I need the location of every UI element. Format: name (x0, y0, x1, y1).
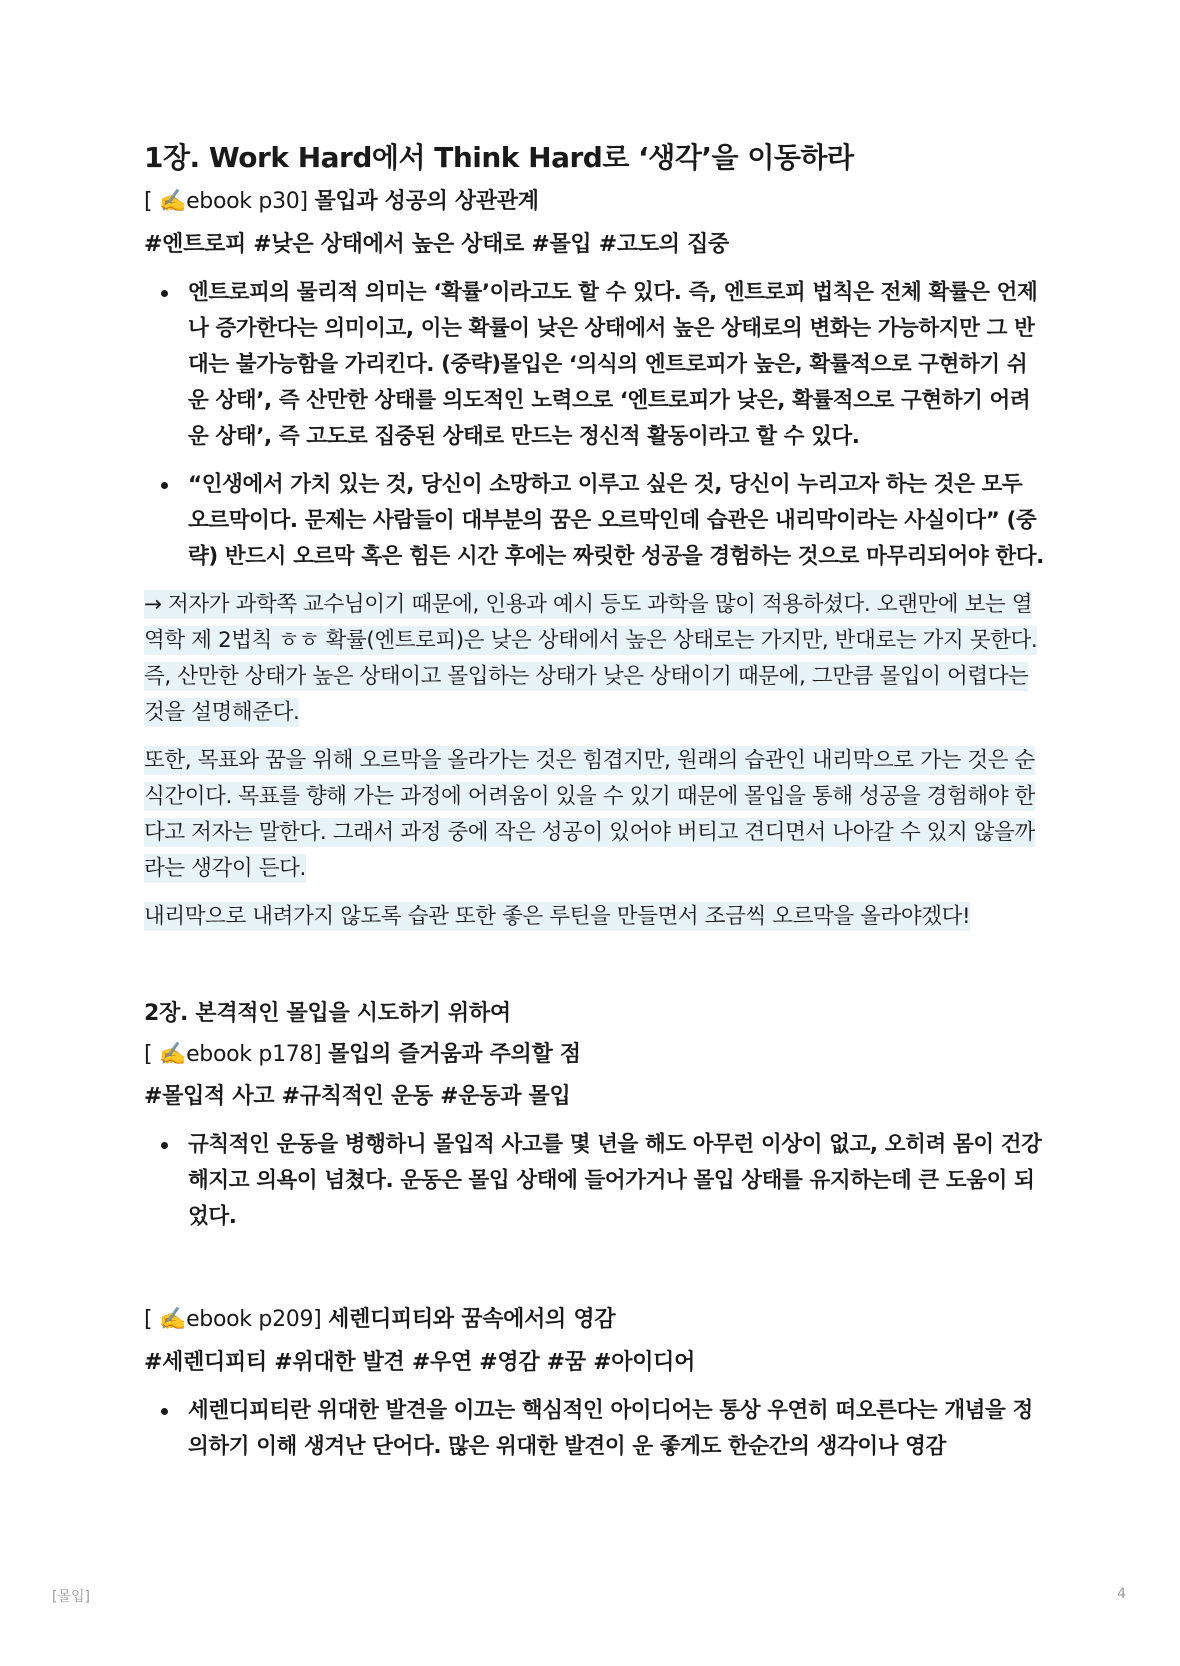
reference-topic: 몰입의 즐거움과 주의할 점 (328, 1041, 581, 1067)
reflection-note (144, 587, 1044, 731)
reference-topic: 몰입과 성공의 상관관계 (314, 189, 539, 215)
ebook-reference (144, 187, 1044, 218)
ebook-reference (144, 1305, 1044, 1336)
quote-item: 규칙적인 운동을 병행하니 몰입적 사고를 몇 년을 해도 아무런 이상이 없고, 오히려 몸이 건강해지고 의욕이 넘쳤다. 운동은 몰입 상태에 들어가거나 몰입 상태를 유지하는데 큰 도움이 되었다. (188, 1127, 1044, 1235)
footer-document-title: [몰입] (52, 1589, 90, 1605)
reference-topic: 세렌디피티와 꿈속에서의 영감 (328, 1307, 616, 1333)
hashtags: #몰입적 사고 #규칙적인 운동 #운동과 몰입 (144, 1084, 571, 1110)
quote-list (144, 1127, 1044, 1235)
quote-item: “인생에서 가치 있는 것, 당신이 소망하고 이루고 싶은 것, 당신이 누리고자 하는 것은 모두 오르막이다. 문제는 사람들이 대부분의 꿈은 오르막인데 습관은 내리막이라는 사실이다” (중략) 반드시 오르막 혹은 힘든 시간 후에는 짜릿한 성공을 경험하는 것으로 마무리되어야 한다. (188, 467, 1044, 575)
quote-list (144, 275, 1044, 575)
reflection-note (144, 743, 1044, 887)
quote-item: 세렌디피티란 위대한 발견을 이끄는 핵심적인 아이디어는 통상 우연히 떠오른다는 개념을 정의하기 이해 생겨난 단어다. 많은 위대한 발견이 운 좋게도 한순간의 생각이나 영감 (188, 1393, 1044, 1465)
quote-item: 엔트로피의 물리적 의미는 ‘확률’이라고도 할 수 있다. 즉, 엔트로피 법칙은 전체 확률은 언제나 증가한다는 의미이고, 이는 확률이 낮은 상태에서 높은 상태로의 변화는 가능하지만 그 반대는 불가능함을 가리킨다. (중략)몰입은 ‘의식의 엔트로피가 높은, 확률적으로 구현하기 쉬운 상태’, 즉 산만한 상태를 의도적인 노력으로 ‘엔트로피가 낮은, 확률적으로 구현하기 어려운 상태’, 즉 고도로 집중된 상태로 만드는 정신적 활동이라고 할 수 있다. (188, 275, 1044, 455)
reflection-note (144, 899, 1044, 935)
ebook-page-ref: [ ✍️ebook p178] (144, 1041, 322, 1067)
highlighted-text: 또한, 목표와 꿈을 위해 오르막을 올라가는 것은 힘겹지만, 원래의 습관인 내리막으로 가는 것은 순식간이다. 목표를 향해 가는 과정에 어려움이 있을 수 있기 때문에 몰입을 통해 성공을 경험해야 한다고 저자는 말한다. 그래서 과정 중에 작은 성공이 있어야 버티고 견디면서 나아갈 수 있지 않을까 라는 생각이 든다. (144, 747, 1035, 881)
highlighted-text: → 저자가 과학쪽 교수님이기 때문에, 인용과 예시 등도 과학을 많이 적용하셨다. 오랜만에 보는 열역학 제 2법칙 ㅎㅎ 확률(엔트로피)은 낮은 상태에서 높은 상태로는 가지만, 반대로는 가지 못한다. 즉, 산만한 상태가 높은 상태이고 몰입하는 상태가 낮은 상태이기 때문에, 그만큼 몰입이 어렵다는 것을 설명해준다. (144, 591, 1038, 725)
document-page (144, 138, 1044, 1477)
ebook-reference (144, 1040, 1044, 1071)
chapter-2-title: 2장. 본격적인 몰입을 시도하기 위하여 (144, 1000, 511, 1026)
hashtags: #엔트로피 #낮은 상태에서 높은 상태로 #몰입 #고도의 집중 (144, 231, 729, 257)
chapter-1-title: 1장. Work Hard에서 Think Hard로 ‘생각’을 이동하라 (144, 141, 854, 174)
page-number: 4 (1117, 1586, 1126, 1602)
hashtags: #세렌디피티 #위대한 발견 #우연 #영감 #꿈 #아이디어 (144, 1349, 696, 1375)
quote-list (144, 1393, 1044, 1465)
ebook-page-ref: [ ✍️ebook p30] (144, 189, 308, 215)
ebook-page-ref: [ ✍️ebook p209] (144, 1307, 322, 1333)
highlighted-text: 내리막으로 내려가지 않도록 습관 또한 좋은 루틴을 만들면서 조금씩 오르막을 올라야겠다! (144, 903, 971, 929)
